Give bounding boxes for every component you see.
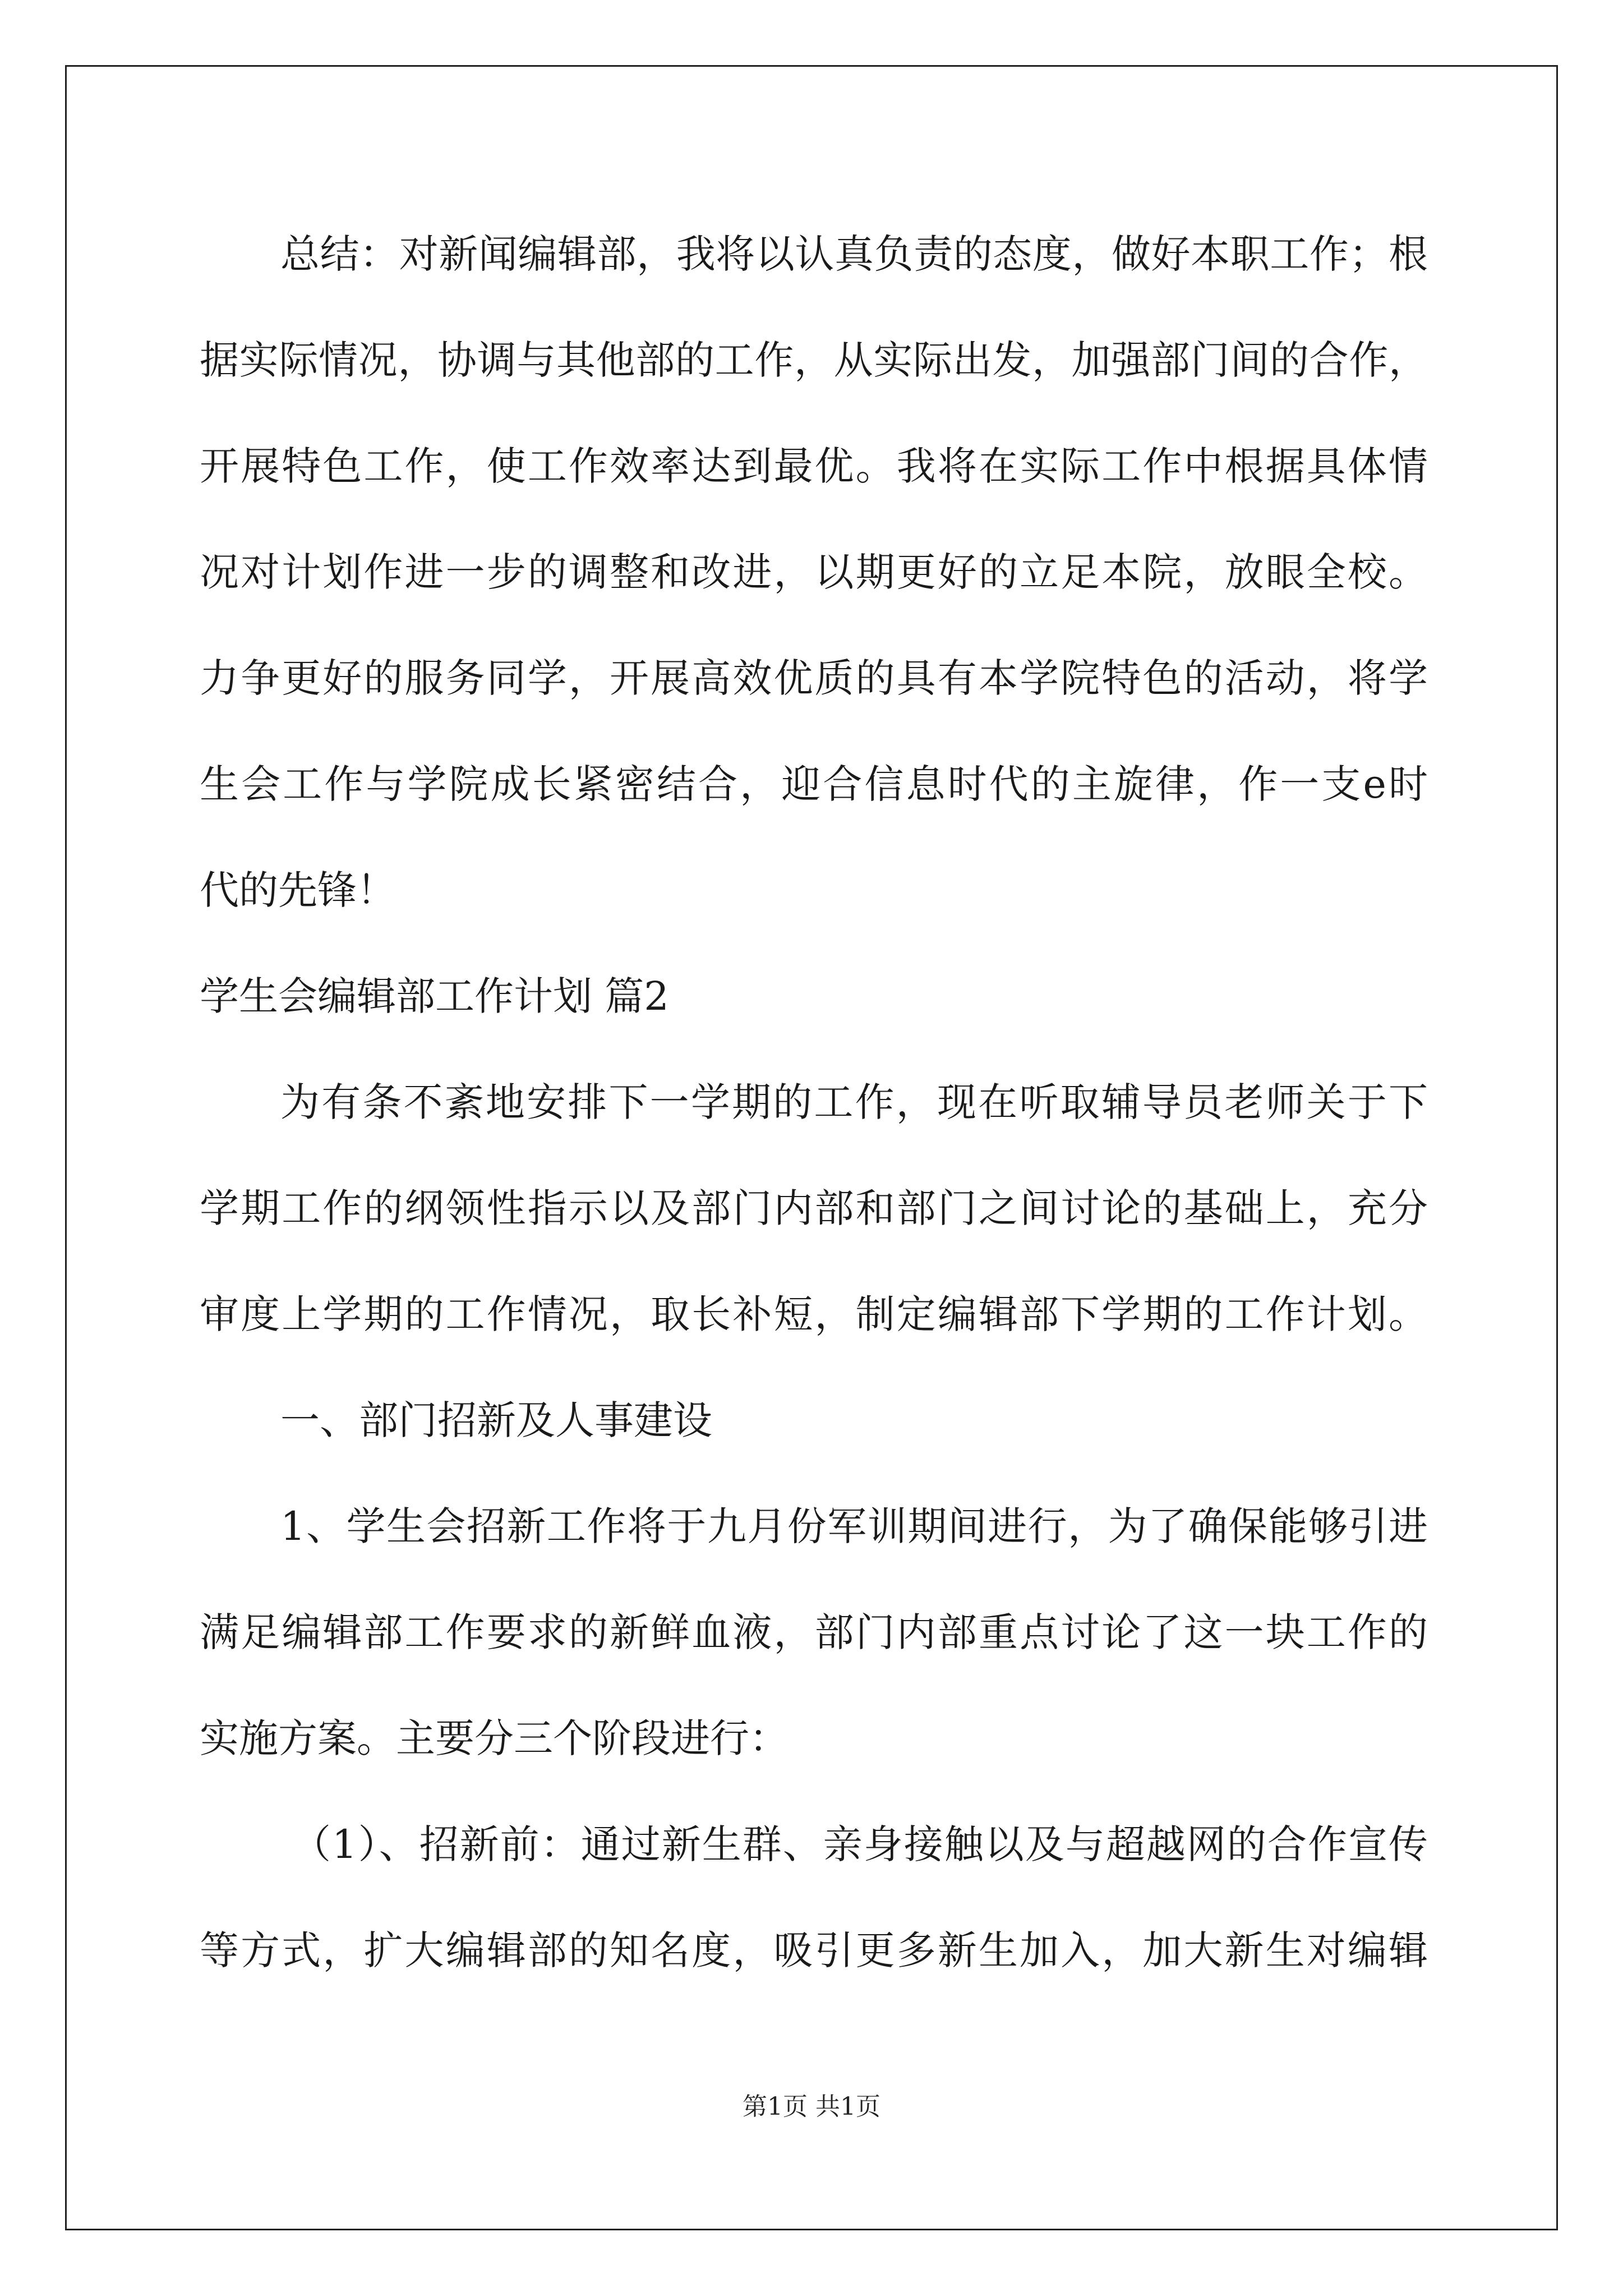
paragraph-line: 据实际情况，协调与其他部的工作，从实际出发，加强部门间的合作，	[200, 337, 1428, 383]
page-number: 第1页 共1页	[743, 2092, 880, 2121]
paragraph-line: 总结：对新闻编辑部，我将以认真负责的态度，做好本职工作；根	[280, 231, 1428, 277]
subsection-heading: 一、部门招新及人事建设	[280, 1397, 712, 1443]
paragraph-line: 代的先锋！	[200, 867, 396, 913]
paragraph-line: 为有条不紊地安排下一学期的工作，现在听取辅导员老师关于下	[280, 1079, 1428, 1125]
page-border	[65, 65, 1558, 2230]
paragraph-line: 1、学生会招新工作将于九月份军训期间进行，为了确保能够引进	[280, 1503, 1428, 1549]
paragraph-line: 等方式，扩大编辑部的知名度，吸引更多新生加入，加大新生对编辑	[200, 1927, 1428, 1973]
paragraph-line: 开展特色工作，使工作效率达到最优。我将在实际工作中根据具体情	[200, 443, 1428, 489]
paragraph-line: 实施方案。主要分三个阶段进行：	[200, 1715, 789, 1761]
paragraph-line: 审度上学期的工作情况，取长补短，制定编辑部下学期的工作计划。	[200, 1291, 1428, 1337]
paragraph-line: 满足编辑部工作要求的新鲜血液，部门内部重点讨论了这一块工作的	[200, 1609, 1428, 1655]
paragraph-line: 力争更好的服务同学，开展高效优质的具有本学院特色的活动，将学	[200, 655, 1428, 701]
paragraph-line: 生会工作与学院成长紧密结合，迎合信息时代的主旋律，作一支e时	[200, 761, 1428, 807]
paragraph-line: （1）、招新前：通过新生群、亲身接触以及与超越网的合作宣传	[292, 1821, 1428, 1867]
section-heading: 学生会编辑部工作计划 篇2	[200, 973, 669, 1019]
paragraph-line: 学期工作的纲领性指示以及部门内部和部门之间讨论的基础上，充分	[200, 1185, 1428, 1231]
paragraph-line: 况对计划作进一步的调整和改进，以期更好的立足本院，放眼全校。	[200, 549, 1428, 595]
